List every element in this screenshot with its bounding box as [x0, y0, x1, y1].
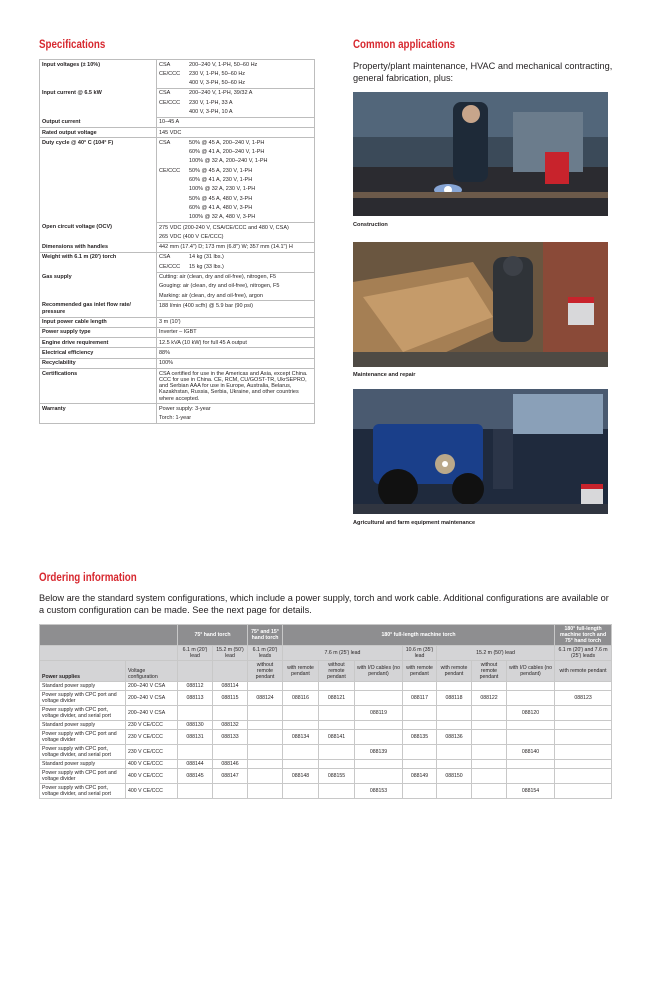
- part-number-cell: 088148: [283, 769, 319, 784]
- spec-value: 14 kg (31 lbs.): [189, 254, 224, 261]
- part-number-cell: [472, 682, 507, 691]
- part-number-cell: [507, 730, 555, 745]
- part-number-cell: [248, 706, 283, 721]
- part-number-cell: 088136: [437, 730, 472, 745]
- spec-standard: [157, 194, 188, 203]
- part-number-cell: [319, 760, 355, 769]
- part-number-cell: [283, 682, 319, 691]
- spec-value: Power supply: 3-year: [159, 405, 211, 412]
- part-number-cell: [178, 745, 213, 760]
- part-number-cell: [507, 760, 555, 769]
- spec-row: [40, 223, 315, 233]
- spec-row: [40, 358, 315, 368]
- part-number-cell: [248, 760, 283, 769]
- pendant-header: with I/O cables (no pendant): [355, 661, 403, 682]
- part-number-cell: [248, 745, 283, 760]
- spec-standard: CE/CCC: [159, 167, 181, 174]
- spec-value: 265 VDC (400 V CE/CCC): [157, 232, 315, 242]
- order-header-lengths: [40, 646, 612, 661]
- spec-standard: [157, 79, 188, 89]
- part-number-cell: 088119: [355, 706, 403, 721]
- spec-row: [40, 242, 315, 252]
- spec-label: Input voltages (± 10%): [40, 60, 157, 89]
- spec-value: 275 VDC (200-240 V, CSA/CE/CCC and 480 V, CSA): [159, 224, 289, 231]
- part-number-cell: [437, 760, 472, 769]
- part-number-cell: [355, 730, 403, 745]
- part-number-cell: 088154: [507, 784, 555, 799]
- part-number-cell: [472, 745, 507, 760]
- length-header: 15.2 m (50') lead: [437, 646, 555, 661]
- caption-construction: Construction: [353, 222, 388, 228]
- spec-row: [40, 117, 315, 127]
- part-number-cell: [319, 706, 355, 721]
- part-number-cell: [283, 721, 319, 730]
- part-number-cell: [437, 706, 472, 721]
- voltage-cell: 230 V CE/CCC: [126, 721, 178, 730]
- applications-intro: Property/plant maintenance, HVAC and mechanical contracting, general fabrication, plus:: [353, 61, 613, 83]
- power-supply-cell: Power supply with CPC port and voltage divider: [40, 691, 126, 706]
- spec-row: [40, 272, 315, 282]
- part-number-cell: [178, 784, 213, 799]
- voltage-cell: 200–240 V CSA: [126, 706, 178, 721]
- part-number-cell: 088144: [178, 760, 213, 769]
- spec-standard: CSA: [159, 90, 171, 97]
- spec-value: CSA certified for use in the Americas and Asia, except China. CCC for use in China. CE, RCM, CU/GOST-TR, UkrSEPRO, and Serbian AAA for use in Europe, Australia, Belarus, Kazakhstan, Russia, Serbia, Ukraine, and other countries where accepted.: [157, 369, 315, 404]
- pendant-header: without remote pendant: [248, 661, 283, 682]
- spec-value: 10–45 A: [157, 117, 315, 127]
- part-number-cell: [248, 784, 283, 799]
- part-number-cell: 088145: [178, 769, 213, 784]
- spec-row: [40, 138, 315, 148]
- spec-standard: [157, 176, 188, 185]
- part-number-cell: [403, 760, 437, 769]
- part-number-cell: 088131: [178, 730, 213, 745]
- part-number-cell: 088139: [355, 745, 403, 760]
- pendant-header: with remote pendant: [555, 661, 612, 682]
- spec-label: Input power cable length: [40, 317, 157, 327]
- part-number-cell: [319, 784, 355, 799]
- spec-row: [40, 317, 315, 327]
- spec-standard: [157, 107, 188, 117]
- spec-label: Recyclability: [40, 358, 157, 368]
- part-number-cell: [555, 706, 612, 721]
- order-header-groups: [40, 625, 612, 646]
- ordering-title: Ordering information: [39, 572, 137, 584]
- spec-value: 230 V, 1-PH, 33 A: [189, 99, 233, 106]
- spec-value: 12.5 kVA (10 kW) for full 45 A output: [157, 338, 315, 348]
- part-number-cell: [555, 730, 612, 745]
- part-number-cell: 088112: [178, 682, 213, 691]
- part-number-cell: 088113: [178, 691, 213, 706]
- part-number-cell: 088132: [213, 721, 248, 730]
- part-number-cell: [472, 730, 507, 745]
- order-row: [40, 691, 612, 706]
- part-number-cell: 088116: [283, 691, 319, 706]
- power-supply-cell: Power supply with CPC port, voltage divider, and serial port: [40, 745, 126, 760]
- spec-label: Certifications: [40, 369, 157, 404]
- length-header: 7.6 m (25') lead: [283, 646, 403, 661]
- length-header: 15.2 m (50') lead: [213, 646, 248, 661]
- order-row: [40, 730, 612, 745]
- construction-photo: [353, 92, 608, 216]
- part-number-cell: [472, 784, 507, 799]
- part-number-cell: [472, 721, 507, 730]
- spec-label: Weight with 6.1 m (20') torch: [40, 252, 157, 272]
- part-number-cell: 088155: [319, 769, 355, 784]
- power-supply-cell: Power supply with CPC port and voltage divider: [40, 730, 126, 745]
- specifications-title: Specifications: [39, 39, 106, 51]
- pendant-header: without remote pendant: [319, 661, 355, 682]
- part-number-cell: [319, 682, 355, 691]
- part-number-cell: [178, 706, 213, 721]
- part-number-cell: [507, 721, 555, 730]
- spec-value: 100% @ 32 A, 230 V, 1-PH: [189, 186, 256, 193]
- pendant-header: without remote pendant: [472, 661, 507, 682]
- spec-value: 100% @ 32 A, 200–240 V, 1-PH: [189, 158, 268, 165]
- spec-value: Inverter – IGBT: [157, 327, 315, 337]
- part-number-cell: [283, 706, 319, 721]
- spec-row: [40, 338, 315, 348]
- part-number-cell: [403, 721, 437, 730]
- col-voltage-configuration: Voltage configuration: [126, 661, 178, 682]
- maintenance-photo: [353, 242, 608, 367]
- voltage-cell: 230 V CE/CCC: [126, 745, 178, 760]
- part-number-cell: [355, 769, 403, 784]
- part-number-cell: 088146: [213, 760, 248, 769]
- voltage-cell: 400 V CE/CCC: [126, 760, 178, 769]
- length-header: 6.1 m (20') and 7.6 m (25') leads: [555, 646, 612, 661]
- part-number-cell: [403, 706, 437, 721]
- spec-value: 88%: [157, 348, 315, 358]
- part-number-cell: [555, 760, 612, 769]
- spec-label: Duty cycle @ 40° C (104° F): [40, 138, 157, 223]
- part-number-cell: 088124: [248, 691, 283, 706]
- part-number-cell: [507, 682, 555, 691]
- spec-row: [40, 60, 315, 70]
- part-number-cell: 088118: [437, 691, 472, 706]
- part-number-cell: 088130: [178, 721, 213, 730]
- part-number-cell: [555, 682, 612, 691]
- spec-value: Torch: 1-year: [157, 414, 315, 424]
- part-number-cell: [472, 706, 507, 721]
- order-row: [40, 721, 612, 730]
- spec-standard: [157, 213, 188, 223]
- part-number-cell: [472, 760, 507, 769]
- spec-value: 200–240 V, 1-PH, 39/32 A: [189, 90, 253, 97]
- length-header: 6.1 m (20') lead: [178, 646, 213, 661]
- spec-standard: [157, 148, 188, 157]
- spec-value: 400 V, 3-PH, 50–60 Hz: [187, 79, 315, 89]
- part-number-cell: [403, 745, 437, 760]
- power-supply-cell: Power supply with CPC port, voltage divider, and serial port: [40, 706, 126, 721]
- part-number-cell: [248, 721, 283, 730]
- part-number-cell: [319, 745, 355, 760]
- pendant-header: with remote pendant: [437, 661, 472, 682]
- spec-label: Output current: [40, 117, 157, 127]
- spec-row: [40, 369, 315, 404]
- spec-row: [40, 404, 315, 414]
- pendant-header: with remote pendant: [283, 661, 319, 682]
- spec-value: 188 l/min (400 scfh) @ 5.9 bar (90 psi): [157, 301, 315, 317]
- spec-standard: CSA: [159, 254, 171, 261]
- spec-value: 60% @ 41 A, 480 V, 3-PH: [189, 204, 253, 211]
- voltage-cell: 400 V CE/CCC: [126, 769, 178, 784]
- part-number-cell: [403, 682, 437, 691]
- order-row: [40, 745, 612, 760]
- spec-value: 200–240 V, 1-PH, 50–60 Hz: [189, 61, 258, 68]
- part-number-cell: [213, 745, 248, 760]
- pendant-header: with I/O cables (no pendant): [507, 661, 555, 682]
- part-number-cell: [472, 769, 507, 784]
- spec-value: 60% @ 41 A, 230 V, 1-PH: [189, 177, 253, 184]
- part-number-cell: [437, 745, 472, 760]
- voltage-cell: 230 V CE/CCC: [126, 730, 178, 745]
- voltage-cell: 200–240 V CSA: [126, 691, 178, 706]
- part-number-cell: [555, 721, 612, 730]
- part-number-cell: [403, 784, 437, 799]
- spec-standard: CSA: [159, 139, 171, 146]
- part-number-cell: 088122: [472, 691, 507, 706]
- part-number-cell: 088147: [213, 769, 248, 784]
- part-number-cell: [213, 706, 248, 721]
- part-number-cell: 088121: [319, 691, 355, 706]
- spec-value: 50% @ 45 A, 200–240 V, 1-PH: [189, 139, 265, 146]
- spec-label: Power supply type: [40, 327, 157, 337]
- spec-row: [40, 348, 315, 358]
- part-number-cell: [437, 721, 472, 730]
- spec-label: Electrical efficiency: [40, 348, 157, 358]
- ordering-table: [39, 624, 612, 799]
- spec-value: 50% @ 45 A, 230 V, 1-PH: [189, 167, 253, 174]
- spec-label: Gas supply: [40, 272, 157, 301]
- part-number-cell: [355, 682, 403, 691]
- spec-label: Recommended gas inlet flow rate/ pressure: [40, 301, 157, 317]
- part-number-cell: [283, 784, 319, 799]
- group-header: 75° hand torch: [178, 625, 248, 646]
- group-header: 75° and 15° hand torch: [248, 625, 283, 646]
- part-number-cell: 088149: [403, 769, 437, 784]
- spec-label: Input current @ 6.5 kW: [40, 88, 157, 117]
- part-number-cell: 088141: [319, 730, 355, 745]
- spec-value: 442 mm (17.4") D; 173 mm (6.8") W; 357 mm (14.1") H: [157, 242, 315, 252]
- spec-value: 15 kg (33 lbs.): [187, 262, 315, 272]
- part-number-cell: 088134: [283, 730, 319, 745]
- part-number-cell: [283, 760, 319, 769]
- specifications-table: [39, 59, 315, 424]
- spec-standard: [157, 203, 188, 212]
- order-header-pendants: [40, 661, 612, 682]
- part-number-cell: 088153: [355, 784, 403, 799]
- part-number-cell: [355, 691, 403, 706]
- part-number-cell: [213, 784, 248, 799]
- part-number-cell: [555, 769, 612, 784]
- spec-value: 3 m (10'): [157, 317, 315, 327]
- spec-row: [40, 301, 315, 317]
- part-number-cell: 088123: [555, 691, 612, 706]
- spec-label: Open circuit voltage (OCV): [40, 223, 157, 243]
- part-number-cell: [555, 745, 612, 760]
- power-supply-cell: Standard power supply: [40, 760, 126, 769]
- spec-value: 400 V, 3-PH, 10 A: [187, 107, 315, 117]
- part-number-cell: [283, 745, 319, 760]
- spec-standard: CSA: [159, 61, 171, 68]
- voltage-cell: 400 V CE/CCC: [126, 784, 178, 799]
- spec-value: 100%: [157, 358, 315, 368]
- spec-row: [40, 327, 315, 337]
- power-supply-cell: Standard power supply: [40, 721, 126, 730]
- power-supply-cell: Power supply with CPC port and voltage divider: [40, 769, 126, 784]
- part-number-cell: [437, 682, 472, 691]
- spec-label: Dimensions with handles: [40, 242, 157, 252]
- spec-label: Rated output voltage: [40, 128, 157, 138]
- spec-standard: CE/CCC: [157, 262, 188, 272]
- part-number-cell: 088140: [507, 745, 555, 760]
- spec-row: [40, 128, 315, 138]
- group-header: 180° full-length machine torch and 75° hand torch: [555, 625, 612, 646]
- spec-standard: [157, 185, 188, 194]
- part-number-cell: 088115: [213, 691, 248, 706]
- spec-row: [40, 252, 315, 262]
- voltage-cell: 200–240 V CSA: [126, 682, 178, 691]
- spec-standard: CE/CCC: [159, 70, 181, 77]
- power-supply-cell: Standard power supply: [40, 682, 126, 691]
- order-row: [40, 760, 612, 769]
- applications-title: Common applications: [353, 39, 456, 51]
- part-number-cell: [248, 769, 283, 784]
- part-number-cell: 088114: [213, 682, 248, 691]
- pendant-header: with remote pendant: [403, 661, 437, 682]
- part-number-cell: [355, 760, 403, 769]
- spec-standard: CE/CCC: [159, 99, 181, 106]
- spec-value: 230 V, 1-PH, 50–60 Hz: [189, 70, 246, 77]
- length-header: 10.6 m (35') lead: [403, 646, 437, 661]
- part-number-cell: [355, 721, 403, 730]
- order-row: [40, 769, 612, 784]
- part-number-cell: [437, 784, 472, 799]
- order-row: [40, 682, 612, 691]
- part-number-cell: [507, 769, 555, 784]
- spec-value: 145 VDC: [157, 128, 315, 138]
- part-number-cell: 088117: [403, 691, 437, 706]
- power-supply-cell: Power supply with CPC port, voltage divider, and serial port: [40, 784, 126, 799]
- spec-label: Engine drive requirement: [40, 338, 157, 348]
- spec-value: 50% @ 45 A, 480 V, 3-PH: [189, 195, 253, 202]
- spec-value: Cutting: air (clean, dry and oil-free), nitrogen, F5: [159, 274, 277, 281]
- part-number-cell: 088135: [403, 730, 437, 745]
- order-row: [40, 706, 612, 721]
- caption-agricultural: Agricultural and farm equipment maintenance: [353, 520, 476, 526]
- col-power-supplies: Power supplies: [40, 661, 126, 682]
- part-number-cell: 088150: [437, 769, 472, 784]
- part-number-cell: [555, 784, 612, 799]
- caption-maintenance: Maintenance and repair: [353, 372, 416, 378]
- spec-row: [40, 88, 315, 98]
- length-header: 6.1 m (20') leads: [248, 646, 283, 661]
- spec-value: 60% @ 41 A, 200–240 V, 1-PH: [189, 149, 265, 156]
- spec-value: Marking: air (clean, dry and oil-free), argon: [157, 291, 315, 301]
- part-number-cell: [507, 691, 555, 706]
- spec-value: 100% @ 32 A, 480 V, 3-PH: [187, 213, 315, 223]
- part-number-cell: 088133: [213, 730, 248, 745]
- spec-label: Warranty: [40, 404, 157, 424]
- spec-value: Gouging: air (clean, dry and oil-free), nitrogen, F5: [159, 283, 280, 290]
- part-number-cell: [248, 730, 283, 745]
- part-number-cell: [248, 682, 283, 691]
- order-row: [40, 784, 612, 799]
- spec-standard: [157, 157, 188, 166]
- part-number-cell: 088120: [507, 706, 555, 721]
- agricultural-photo: [353, 389, 608, 514]
- part-number-cell: [319, 721, 355, 730]
- ordering-intro: Below are the standard system configurations, which include a power supply, torch and work cable. Additional configurations are available or a custom configuration can be made. See the next page for details.: [39, 593, 609, 615]
- group-header: 180° full-length machine torch: [283, 625, 555, 646]
